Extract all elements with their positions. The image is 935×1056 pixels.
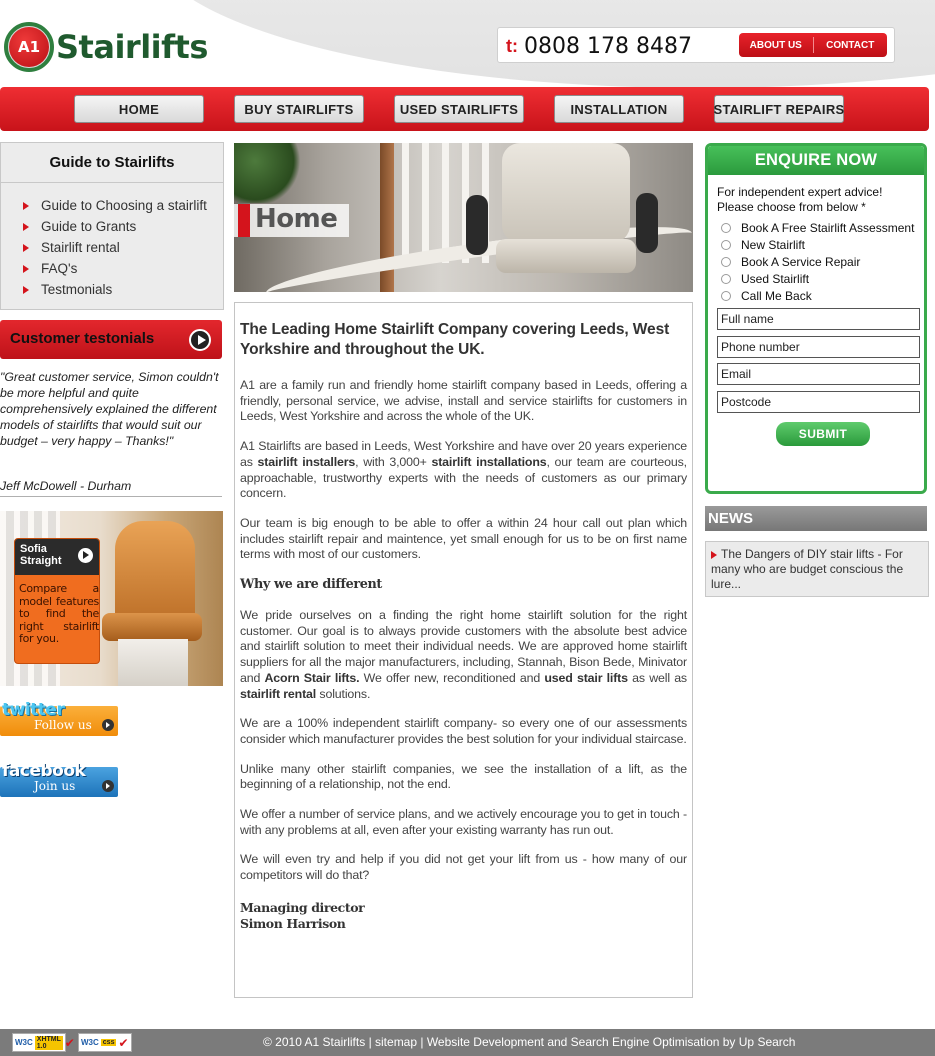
guide-item-label: Guide to Choosing a stairlift: [41, 198, 207, 213]
phone-prefix: t:: [506, 36, 518, 56]
guide-item-grants[interactable]: [23, 216, 223, 237]
option-free-assessment[interactable]: [721, 221, 914, 235]
radio-button[interactable]: [721, 223, 731, 233]
guide-item-label: Stairlift rental: [41, 240, 120, 255]
option-label: New Stairlift: [741, 238, 806, 252]
logo-text: Stairlifts: [56, 28, 208, 66]
enquire-form: [705, 143, 927, 494]
paragraph: [240, 439, 687, 502]
option-label: Book A Free Stairlift Assessment: [741, 221, 915, 235]
hero-seat-back-image: [502, 143, 630, 243]
guide-item-testimonials[interactable]: [23, 279, 223, 300]
guide-list: [1, 183, 223, 300]
footer-text: © 2010 A1 Stairlifts | sitemap | Website Development and Search Engine Optimisation by Up Search: [263, 1035, 796, 1049]
paragraph: We are a 100% independent stairlift company- so every one of our assessments consider which manufacturer provides the best solution for your individual staircase.: [240, 716, 687, 746]
guide-item-label: Guide to Grants: [41, 219, 137, 234]
arrow-right-icon: [102, 780, 114, 792]
promo-sofia-straight[interactable]: [0, 511, 223, 686]
text-run: solutions.: [316, 686, 371, 701]
paragraph: We will even try and help if you did not get your lift from us - how many of our competitors will do that?: [240, 852, 687, 883]
guide-box: [0, 142, 224, 310]
paragraph: A1 are a family run and friendly home stairlift company based in Leeds, offering a friendly, personal service, we advise, install and service stairlifts for customers in Leeds, West Yorkshire and across the whole of the UK.: [240, 378, 687, 424]
promo-title: Sofia Straight: [20, 543, 62, 567]
guide-title: Guide to Stairlifts: [1, 143, 223, 183]
hero-plant-image: [234, 143, 304, 203]
option-used-stairlift[interactable]: [721, 272, 809, 286]
contact-button[interactable]: CONTACT: [826, 39, 875, 51]
facebook-join-button[interactable]: [0, 761, 118, 797]
nav-installation[interactable]: INSTALLATION: [554, 95, 684, 123]
guide-item-rental[interactable]: [23, 237, 223, 258]
news-item-text: The Dangers of DIY stair lifts - For many who are budget conscious the lure...: [711, 547, 904, 591]
option-label: Call Me Back: [741, 289, 812, 303]
option-label: Used Stairlift: [741, 272, 810, 286]
twitter-follow-label: Follow us: [34, 718, 92, 732]
radio-button[interactable]: [721, 257, 731, 267]
section-heading: Why we are different: [240, 577, 382, 593]
about-us-button[interactable]: ABOUT US: [749, 39, 802, 51]
facebook-logo: facebook: [2, 761, 86, 781]
arrow-right-icon: [102, 719, 114, 731]
text-run: We offer new, reconditioned and: [359, 670, 545, 685]
phone-number: 0808 178 8487: [524, 34, 692, 59]
promo-card-header: [15, 539, 99, 575]
nav-buy-stairlifts[interactable]: BUY STAIRLIFTS: [234, 95, 364, 123]
promo-text: Compare a model features to find the right stairlift for you.: [19, 582, 99, 645]
radio-button[interactable]: [721, 274, 731, 284]
enquire-intro-line: For independent expert advice!: [717, 185, 883, 199]
testimonials-title: Customer testonials: [10, 330, 155, 347]
nav-used-stairlifts[interactable]: USED STAIRLIFTS: [394, 95, 524, 123]
text-run: , with 3,000+: [355, 454, 432, 469]
keyword-link: used stair lifts: [544, 670, 628, 685]
top-buttons: [739, 33, 887, 57]
css-tag: css: [102, 1039, 115, 1046]
keyword-link: stairlift installations: [431, 454, 547, 469]
keyword-link: stairlift installers: [257, 454, 356, 469]
checkmark-icon: ✔: [64, 1035, 75, 1050]
option-label: Book A Service Repair: [741, 255, 861, 269]
hero-label-accent: [238, 204, 250, 237]
testimonial-author: Jeff McDowell - Durham: [0, 479, 222, 497]
header: [0, 0, 935, 88]
footer: [0, 1029, 935, 1056]
play-arrow-icon[interactable]: [78, 548, 93, 563]
nav-home[interactable]: HOME: [74, 95, 204, 123]
news-item[interactable]: [705, 541, 929, 597]
text-run: We pride ourselves on a finding the right home stairlift solution for the right customer. Our goal is to always provide customers with the absolute best advice and stairlift solution to meet their individual needs. We are approved home stairlift suppliers for all the major manufacturers, including, Stannah, Bison Bede, Minivator and: [240, 608, 687, 685]
guide-item-label: FAQ's: [41, 261, 78, 276]
phone-number-field[interactable]: [717, 336, 920, 358]
logo-badge: [4, 22, 54, 72]
enquire-intro-line: Please choose from below *: [717, 200, 866, 214]
option-service-repair[interactable]: [721, 255, 860, 269]
bullet-arrow-icon: [23, 202, 29, 210]
promo-seat-image: [102, 613, 202, 641]
bullet-arrow-icon: [23, 286, 29, 294]
content-heading: The Leading Home Stairlift Company covering Leeds, West Yorkshire and throughout the UK.: [240, 321, 670, 358]
hero-seat-image: [496, 239, 636, 273]
option-new-stairlift[interactable]: [721, 238, 805, 252]
guide-item-choosing[interactable]: [23, 195, 223, 216]
paragraph: Unlike many other stairlift companies, we see the installation of a lift, as the beginning of a relationship, not the end.: [240, 761, 687, 792]
signature-role: Managing director: [240, 899, 365, 915]
paragraph: Our team is big enough to be able to offer a within 24 hour call out plan which includes stairlift repair and maintence, yet small enough for us to be on first name terms with most of our customers.: [240, 515, 687, 562]
radio-button[interactable]: [721, 240, 731, 250]
enquire-title: ENQUIRE NOW: [708, 146, 924, 175]
w3c-label: W3C: [81, 1038, 99, 1047]
guide-item-label: Testmonials: [41, 282, 113, 297]
postcode-field[interactable]: [717, 391, 920, 413]
contact-box: [497, 27, 895, 63]
facebook-join-label: Join us: [34, 779, 76, 793]
signature: [240, 900, 687, 932]
bullet-arrow-icon: [23, 265, 29, 273]
promo-base-image: [118, 639, 188, 686]
guide-item-faqs[interactable]: [23, 258, 223, 279]
bullet-arrow-icon: [23, 223, 29, 231]
page-title: Home: [255, 204, 338, 234]
text-run: as well as: [627, 670, 687, 685]
signature-name: Simon Harrison: [240, 915, 346, 931]
paragraph: [240, 608, 687, 702]
option-call-me-back[interactable]: [721, 289, 812, 303]
twitter-follow-button[interactable]: [0, 700, 118, 736]
text-run: , our team are courteous, approachable, trustworthy experts with the needs of customers as our primary concern.: [240, 454, 687, 501]
enquire-intro: [717, 185, 882, 215]
logo-badge-text: A1: [9, 27, 49, 67]
xhtml-tag: XHTML 1.0: [36, 1035, 61, 1050]
news-title: NEWS: [705, 506, 927, 531]
paragraph: We offer a number of service plans, and we actively encourage you to get in touch - with any problems at all, even after your existing warranty has run out.: [240, 807, 687, 837]
hero-banner: [234, 143, 693, 292]
promo-card[interactable]: [14, 538, 100, 664]
hero-armrest-image: [466, 195, 488, 255]
text-run: A1 Stairlifts are based in Leeds, West Yorkshire and have over 20 years experience as: [240, 439, 687, 469]
main-content: [234, 302, 693, 998]
testimonials-header[interactable]: [0, 320, 222, 359]
w3c-label: W3C: [15, 1038, 33, 1047]
testimonial-quote: "Great customer service, Simon couldn't be more helpful and quite comprehensively explained the different models of stairlifts that would suit our budget – very happy – Thanks!": [0, 370, 219, 448]
keyword-link: stairlift rental: [240, 686, 317, 701]
play-arrow-icon[interactable]: [189, 329, 211, 351]
twitter-logo: twitter: [2, 700, 65, 720]
w3c-css-badge[interactable]: [78, 1033, 132, 1052]
full-name-field[interactable]: [717, 308, 920, 330]
submit-button[interactable]: SUBMIT: [776, 422, 870, 446]
keyword-link: Acorn Stair lifts.: [264, 670, 360, 685]
site-logo[interactable]: [4, 22, 208, 72]
checkmark-icon: ✔: [118, 1035, 129, 1050]
w3c-xhtml-badge[interactable]: [12, 1033, 75, 1052]
email-field[interactable]: [717, 363, 920, 385]
bullet-arrow-icon: [23, 244, 29, 252]
bullet-arrow-icon: [711, 551, 717, 559]
radio-button[interactable]: [721, 291, 731, 301]
main-nav: [0, 87, 929, 131]
hero-armrest-image: [636, 193, 658, 253]
nav-stairlift-repairs[interactable]: STAIRLIFT REPAIRS: [714, 95, 844, 123]
